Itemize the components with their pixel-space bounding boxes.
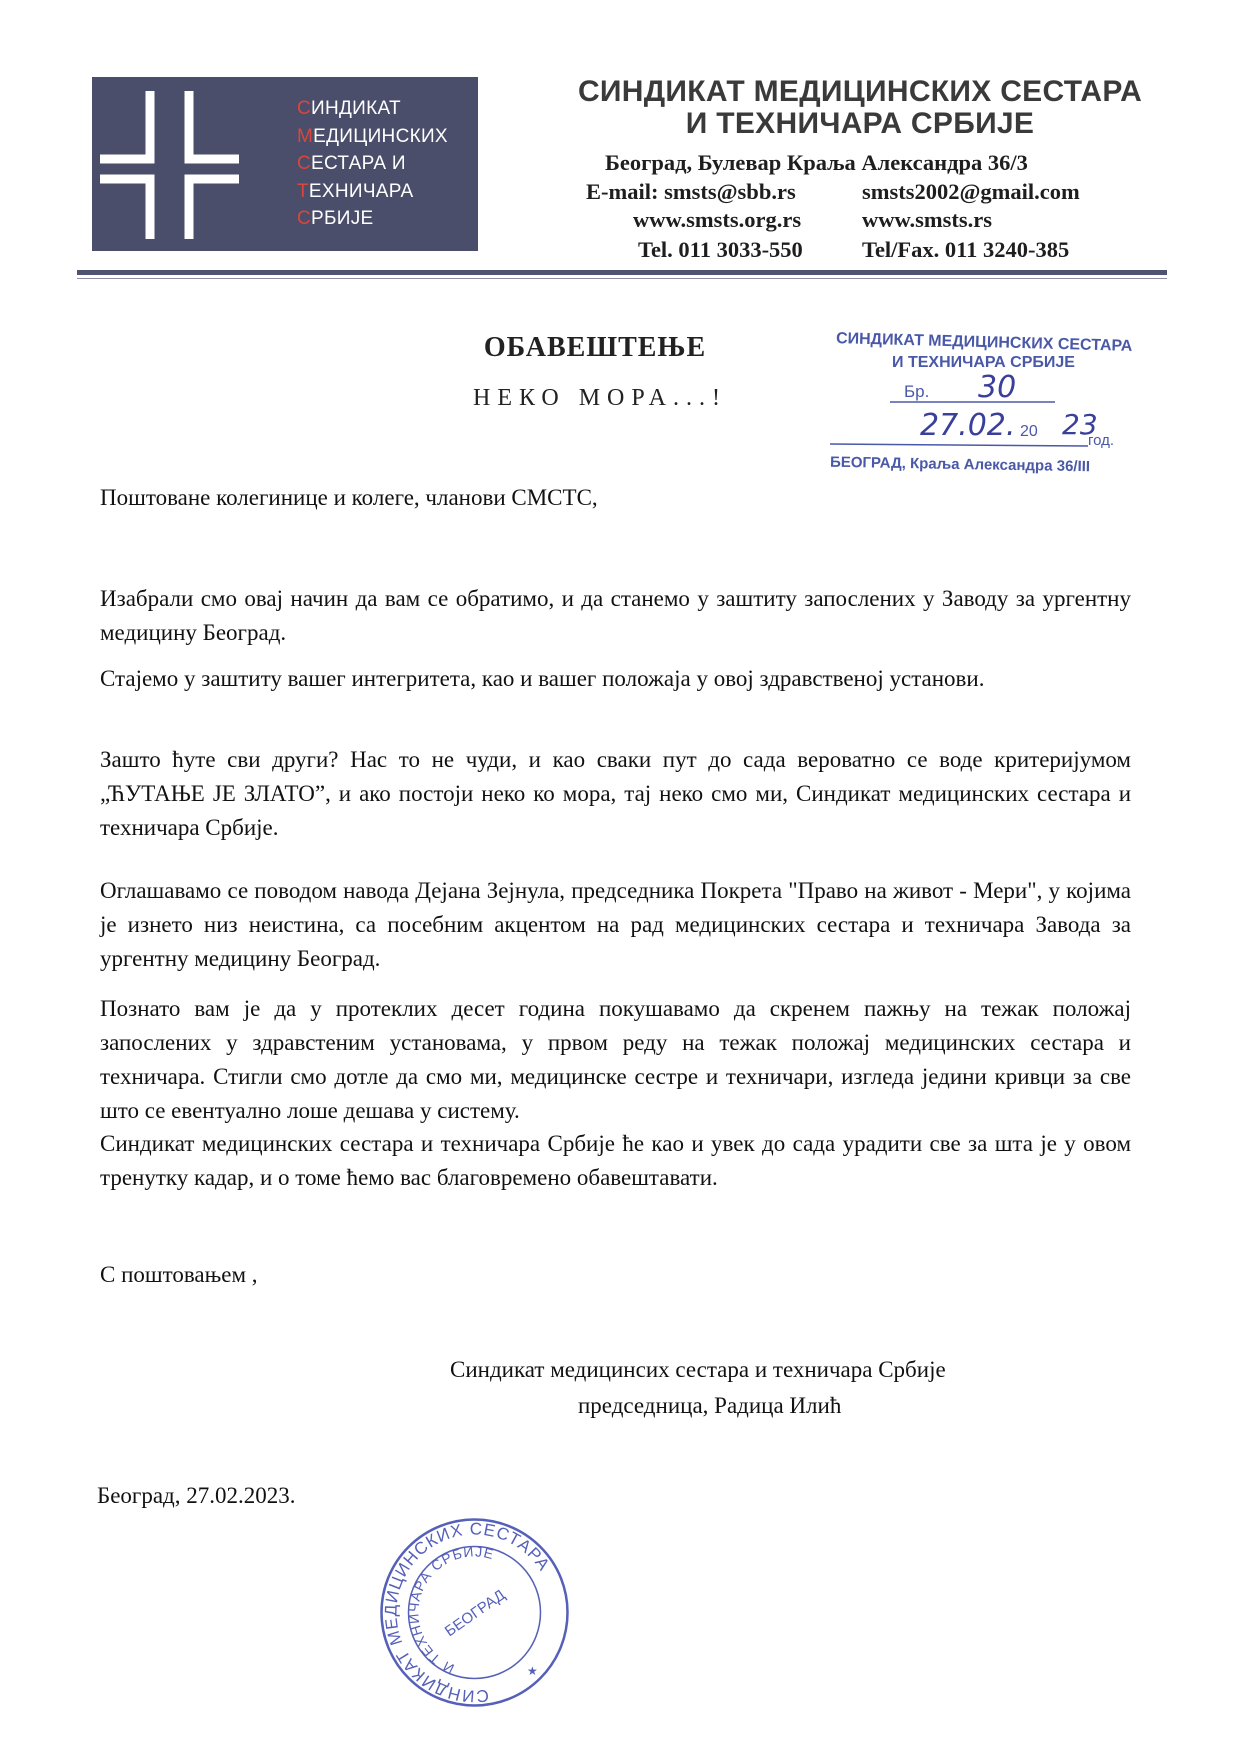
stamp-year-label: год. <box>1088 432 1115 449</box>
stamp-number: 30 <box>978 370 1017 405</box>
logo-word: СЕСТАРА И <box>297 153 406 174</box>
paragraph: Стајемо у заштиту вашег интегритета, као и вашег положаја у овој здравственој установи. <box>100 666 985 691</box>
email-secondary: smsts2002@gmail.com <box>862 179 1080 204</box>
cross-logo-icon <box>92 77 292 251</box>
email-primary: E-mail: smsts@sbb.rs <box>586 179 796 204</box>
stamp-line1: СИНДИКАТ МЕДИЦИНСКИХ СЕСТАРА <box>835 330 1133 355</box>
paragraph: Оглашавамо се поводом навода Дејана Зејнула, председника Покрета "Право на живот - Мери", у којима је изнето низ неистина, са посебним акцентом на рад медицинских сестара и техничара Завода за ургентну медицину Београд. <box>100 878 1131 971</box>
seal-center-text: БЕОГРАД <box>441 1586 509 1641</box>
seal-outer-text: СИНДИКАТ МЕДИЦИНСКИХ СЕСТАРА <box>381 1519 554 1706</box>
logo-word: СИНДИКАТ <box>297 98 401 119</box>
stamp-number-label: Бр. <box>904 382 930 401</box>
logo-word: ТЕХНИЧАРА <box>297 180 414 202</box>
stamp-line4: БЕОГРАД, Краља Александра 36/III <box>829 453 1091 476</box>
address: Београд, Булевар Краља Александра 36/3 <box>605 150 1028 175</box>
paragraph: Познато вам је да у протеклих десет година покушавамо да скренем пажњу на тежак положај запослених у здравстеним установама, у првом реду на тежак положај медицинских сестара и техничара. Стигли смо дотле да смо ми, медицинске сестре и техничари, изгледа једини кривци за све што се евентуално лоше дешава у систему. <box>100 996 1131 1123</box>
place-date: Београд, 27.02.2023. <box>97 1483 296 1508</box>
paragraph: Зашто ћуте сви други? Нас то не чуди, и као сваки пут до сада вероватно се воде критеријумом „ЋУТАЊЕ ЈЕ ЗЛАТО”, и ако постоји неко ко мора, тај неко смо ми, Синдикат медицинских сестара и техничара Србије. <box>100 747 1131 840</box>
organization-name <box>540 76 1180 140</box>
document-subtitle: НЕКО МОРА...! <box>472 385 727 411</box>
organization-seal <box>377 1515 572 1710</box>
document-title: ОБАВЕШТЕЊЕ <box>483 332 707 363</box>
organization-name-line1: СИНДИКАТ МЕДИЦИНСКИХ СЕСТАРА <box>577 75 1143 108</box>
stamp-year-prefix: 20 <box>1020 423 1038 440</box>
logo-word: СРБИЈЕ <box>297 208 374 229</box>
signature-organization: Синдикат медицинсих сестара и техничара Србије <box>450 1357 946 1382</box>
salutation: Поштоване колегинице и колеге, чланови СМСТС, <box>100 485 598 510</box>
website-primary: www.smsts.org.rs <box>633 207 802 232</box>
closing: С поштовањем , <box>100 1262 258 1287</box>
seal-star-icon: ★ <box>527 1664 538 1678</box>
organization-name-line2: И ТЕХНИЧАРА СРБИЈЕ <box>685 107 1035 140</box>
seal-inner-text: И ТЕХНИЧАРА СРБИЈЕ <box>405 1543 497 1678</box>
registration-stamp <box>829 330 1150 476</box>
stamp-year-suffix: 23 <box>1062 408 1098 441</box>
logo-wordmark <box>297 95 448 233</box>
header-divider <box>77 270 1167 275</box>
stamp-date: 27.02. <box>920 408 1016 443</box>
paragraph: Изабрали смо овај начин да вам се обратимо, и да станемо у заштиту запослених у Заводу за ургентну медицину Београд. <box>100 586 1131 645</box>
signature-name: председница, Радица Илић <box>578 1393 842 1418</box>
paragraph: Синдикат медицинских сестара и техничара Србије ће као и увек до сада урадити све за шта је у овом тренутку кадар, и о томе ћемо вас благовремено обавештавати. <box>100 1131 1131 1190</box>
telephone-fax: Tel/Fax. 011 3240-385 <box>862 237 1070 262</box>
telephone: Tel. 011 3033-550 <box>638 237 803 262</box>
stamp-underlines <box>830 330 1150 470</box>
logo <box>92 77 478 251</box>
logo-word: МЕДИЦИНСКИХ <box>297 125 448 147</box>
header-divider-thin <box>77 278 1167 279</box>
website-secondary: www.smsts.rs <box>862 207 993 232</box>
stamp-line2: И ТЕХНИЧАРА СРБИЈЕ <box>892 354 1075 371</box>
